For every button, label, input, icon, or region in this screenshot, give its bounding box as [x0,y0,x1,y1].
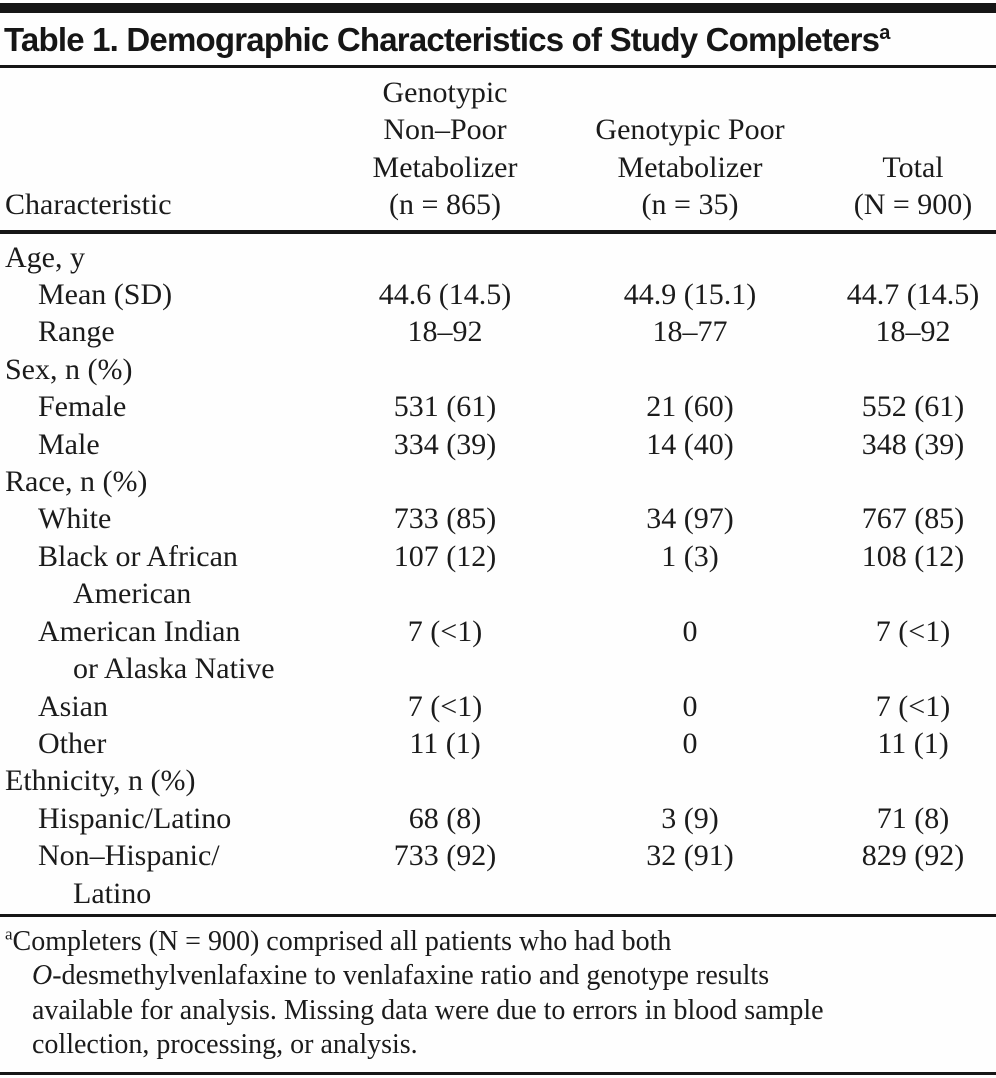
cell-value [550,463,830,500]
cell-value: 11 (1) [409,726,481,760]
row-label-line: Black or African [38,539,238,573]
category-row [0,762,996,799]
cell-value: 18–92 [875,315,951,349]
footnote-line [5,959,990,994]
cell-value [550,762,830,799]
row-label: Mean (SD) [38,278,173,312]
top-rule [0,3,996,13]
table-row [0,313,996,350]
row-label: Race, n (%) [5,465,148,499]
cell-value: 767 (85) [861,502,965,536]
cell-value [830,463,996,500]
row-label [0,613,340,688]
header-row [0,68,996,232]
row-label: Ethnicity, n (%) [5,764,196,798]
cell-value: 1 (3) [661,539,719,573]
table-row [0,276,996,313]
table-row [0,837,996,912]
row-label: Female [38,390,127,424]
cell-value [340,463,550,500]
row-label: Other [38,726,107,760]
table-row [0,613,996,688]
cell-value: 32 (91) [646,839,734,873]
cell-value: 21 (60) [646,390,734,424]
cell-value: 0 [682,726,698,760]
cell-value: 0 [682,689,698,723]
paper-table-figure [0,3,996,1078]
row-label: Asian [38,689,108,723]
footnote-line: available for analysis. Missing data were due to errors in blood sample [32,994,824,1026]
table-row [0,725,996,762]
cell-value: 348 (39) [861,427,965,461]
header-line: (N = 900) [853,188,973,222]
cell-value: 11 (1) [877,726,949,760]
row-label: White [38,502,112,536]
cell-value: 552 (61) [861,390,965,424]
cell-value: 0 [682,614,698,648]
cell-value [340,762,550,799]
cell-value: 7 (<1) [407,689,483,723]
header-line: Genotypic [382,76,508,109]
table-row [0,800,996,837]
cell-value: 108 (12) [861,539,965,573]
cell-value: 18–92 [407,315,483,349]
cell-value: 71 (8) [876,801,950,835]
cell-value [830,351,996,388]
footnote-line [5,925,990,960]
cell-value: 7 (<1) [407,614,483,648]
row-label: Sex, n (%) [5,352,133,386]
header-line: (n = 865) [389,188,501,222]
header-line: (n = 35) [641,188,739,222]
row-label-line: or Alaska Native [73,652,275,686]
table-title-block [0,13,996,65]
table-title-text: Table 1. Demographic Characteristics of Study Completers [4,21,880,58]
footnote-line: collection, processing, or analysis. [32,1029,418,1061]
row-label [0,538,340,613]
cell-value: 18–77 [652,315,728,349]
category-row [0,463,996,500]
cell-value: 34 (97) [646,502,734,536]
footnote-italic-o: O [32,960,53,992]
category-row [0,351,996,388]
footnote-marker: a [5,924,13,944]
header-line: Metabolizer [617,150,763,184]
footnote-text: Completers (N = 900) comprised all patients who had both [12,925,672,957]
cell-value [550,351,830,388]
cell-value [340,351,550,388]
row-label: Hispanic/Latino [38,801,232,835]
header-line: Non–Poor [383,113,507,147]
cell-value: 44.7 (14.5) [846,278,980,312]
row-label-line: American [73,577,192,611]
table-row [0,688,996,725]
footnote [0,914,996,1075]
category-row [0,232,996,276]
cell-value: 14 (40) [646,427,734,461]
cell-value: 531 (61) [393,390,497,424]
cell-value: 334 (39) [393,427,497,461]
cell-value: 7 (<1) [875,614,951,648]
cell-value: 44.6 (14.5) [378,278,512,312]
row-label-line: American Indian [38,614,241,648]
column-header-total [830,68,996,232]
demographics-table [0,68,996,912]
column-header-nonpoor [340,68,550,232]
title-footnote-marker: a [879,22,890,44]
table-row [0,426,996,463]
cell-value: 44.9 (15.1) [623,278,757,312]
cell-value [830,762,996,799]
cell-value: 829 (92) [861,839,965,873]
table-body [0,232,996,912]
table-header [0,68,996,232]
cell-value [340,232,550,276]
table-title [4,20,992,60]
cell-value: 68 (8) [408,801,482,835]
table-row [0,538,996,613]
header-line: Genotypic Poor [595,113,785,147]
cell-value: 733 (85) [393,502,497,536]
column-header-poor [550,68,830,232]
header-line: Metabolizer [372,150,518,184]
row-label-line: Non–Hispanic/ [38,839,220,873]
cell-value: 107 (12) [393,539,497,573]
table-row [0,388,996,425]
row-label: Age, y [5,240,85,274]
header-line: Total [882,150,944,184]
column-header-characteristic: Characteristic [0,68,340,232]
cell-value: 3 (9) [661,801,719,835]
cell-value: 733 (92) [393,839,497,873]
row-label [0,837,340,912]
cell-value [830,232,996,276]
footnote-text: -desmethylvenlafaxine to venlafaxine ratio and genotype results [52,960,770,992]
table-row [0,500,996,537]
row-label: Male [38,427,100,461]
row-label-line: Latino [73,876,152,910]
cell-value: 7 (<1) [875,689,951,723]
row-label: Range [38,315,115,349]
cell-value [550,232,830,276]
